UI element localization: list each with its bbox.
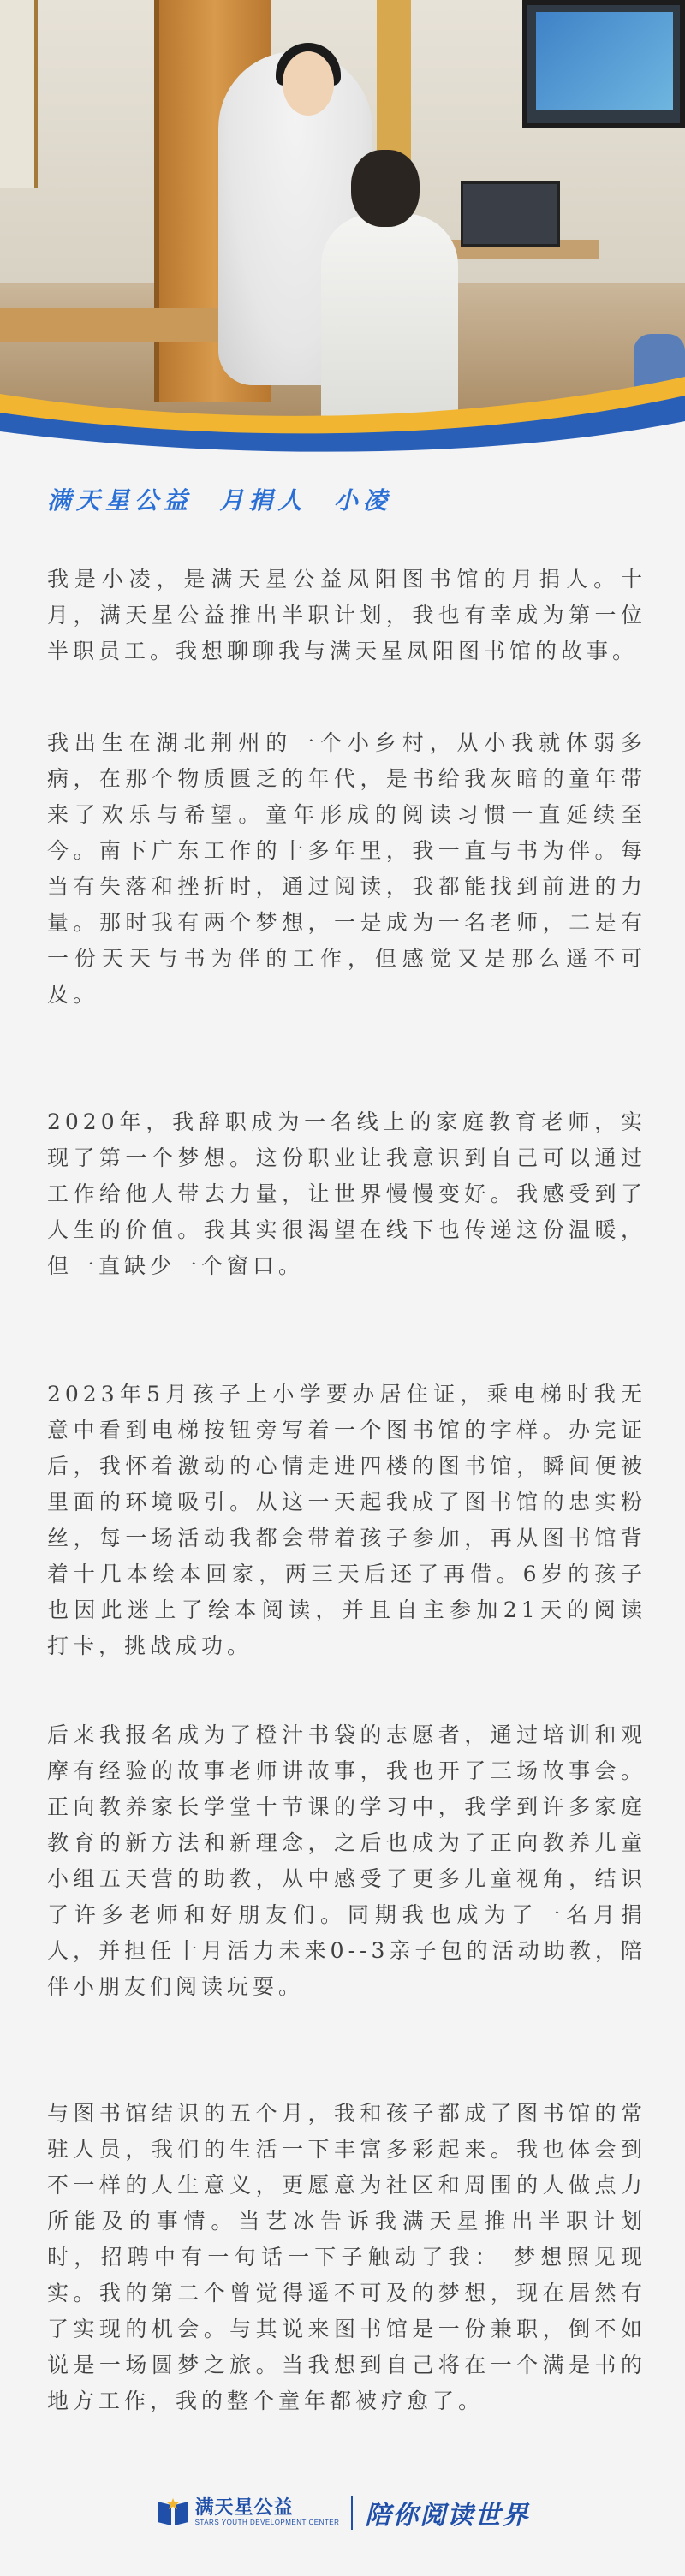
photo-woman-head xyxy=(283,51,334,116)
paragraph-volunteer: 后来我报名成为了橙汁书袋的志愿者，通过培训和观摩有经验的故事老师讲故事，我也开了三场故事会。正向教养家长学堂十节课的学习中，我学到许多家庭教育的新方法和新理念，之后也成为了正向教养儿童小组五天营的助教，从中感受了更多儿童视角，结识了许多老师和好朋友们。同期我也成为了一名月捐人，并担任十月活力未来0--3亲子包的活动助教，陪伴小朋友们阅读玩耍。 xyxy=(47,1722,646,1999)
book-logo-icon xyxy=(156,2498,190,2527)
photo-table-left xyxy=(0,308,223,342)
paragraph-2023: 2023年5月孩子上小学要办居住证，乘电梯时我无意中看到电梯按钮旁写着一个图书馆的字样。办完证后，我怀着激动的心情走进四楼的图书馆，瞬间便被里面的环境吸引。从这一天起我成了图书馆的忠实粉丝，每一场活动我都会带着孩子参加，再从图书馆背着十几本绘本回家，两三天后还了再借。6岁的孩子也因此迷上了绘本阅读，并且自主参加21天的阅读打卡，挑战成功。 xyxy=(47,1382,646,1658)
photo-shelf xyxy=(0,0,38,188)
article-title: 满天星公益 月捐人 小凌 xyxy=(47,486,392,515)
slogan: 陪你阅读世界 xyxy=(365,2501,530,2531)
paragraph-dream: 与图书馆结识的五个月，我和孩子都成了图书馆的常驻人员，我们的生活一下丰富多彩起来。我也体会到不一样的人生意义，更愿意为社区和周围的人做点力所能及的事情。当艺冰告诉我满天星推出半职计划时，招聘中有一句话一下子触动了我： 梦想照见现实。我的第二个曾觉得遥不可及的梦想，现在居然有了实现的机会。与其说来图书馆是一份兼职，倒不如说是一场圆梦之旅。当我想到自己将在一个满是书的地方工作，我的整个童年都被疗愈了。 xyxy=(47,2101,646,2413)
photo-laptop xyxy=(461,181,560,247)
brand-subtitle: STARS YOUTH DEVELOPMENT CENTER xyxy=(194,2519,340,2526)
footer-divider xyxy=(351,2496,353,2530)
brand-name: 满天星公益 xyxy=(194,2496,294,2518)
footer-brand xyxy=(0,2487,685,2538)
paragraph-intro: 我是小凌，是满天星公益凤阳图书馆的月捐人。十月，满天星公益推出半职计划，我也有幸成为第一位半职员工。我想聊聊我与满天星凤阳图书馆的故事。 xyxy=(47,567,646,663)
photo-screen-board xyxy=(522,0,685,128)
photo-boy-head xyxy=(351,150,420,227)
paragraph-2020: 2020年，我辞职成为一名线上的家庭教育老师，实现了第一个梦想。这份职业让我意识到自己可以通过工作给他人带去力量，让世界慢慢变好。我感受到了人生的价值。我其实很渴望在线下也传递这份温暖，但一直缺少一个窗口。 xyxy=(47,1110,646,1278)
paragraph-childhood: 我出生在湖北荆州的一个小乡村，从小我就体弱多病，在那个物质匮乏的年代，是书给我灰暗的童年带来了欢乐与希望。童年形成的阅读习惯一直延续至今。南下广东工作的十多年里，我一直与书为伴。每当有失落和挫折时，通过阅读，我都能找到前进的力量。那时我有两个梦想，一是成为一名老师，二是有一份天天与书为伴的工作，但感觉又是那么遥不可及。 xyxy=(47,730,646,1007)
header-photo xyxy=(0,0,685,428)
brand-block xyxy=(195,2497,340,2528)
